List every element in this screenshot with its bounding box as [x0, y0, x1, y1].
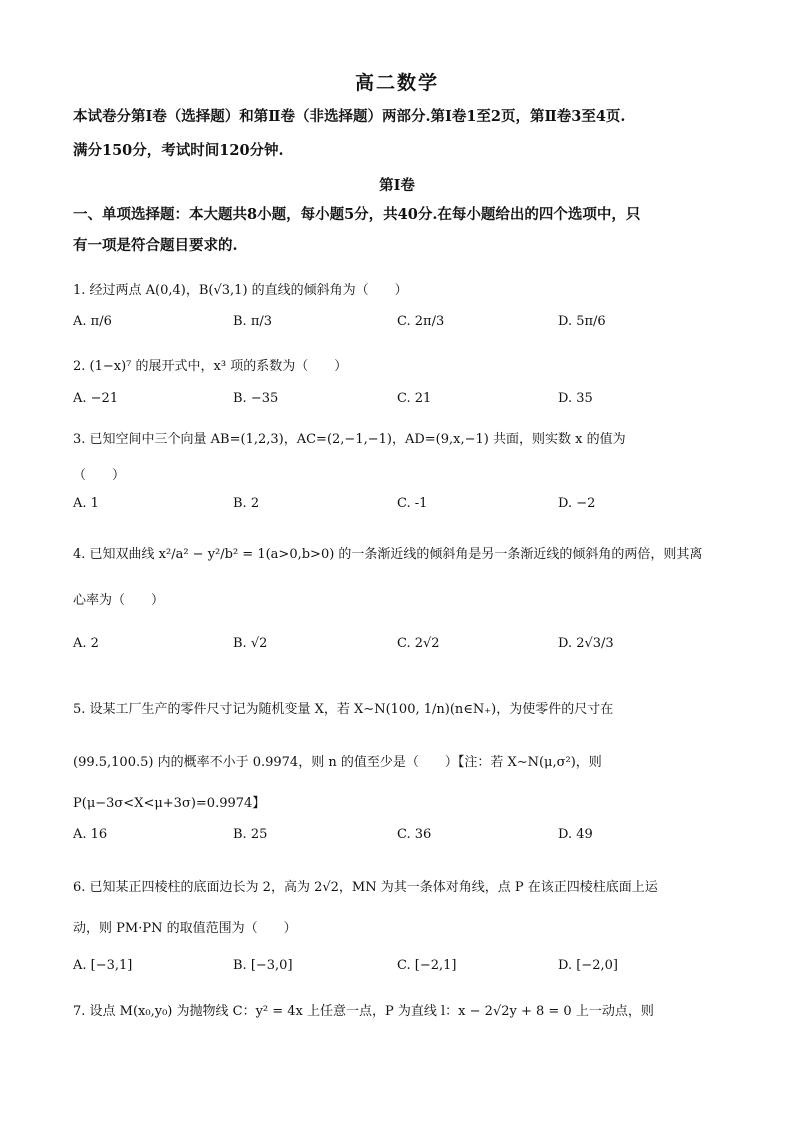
question-7: 7. 设点 M(x₀,y₀) 为抛物线 C：y² = 4x 上任意一点，P 为直线 l：x − 2√2y + 8 = 0 上一动点，则	[73, 1004, 654, 1019]
q4-option-b: B. √2	[233, 636, 268, 651]
question-4-line-2: 心率为（ ）	[73, 593, 165, 608]
q6-option-a: A. [−3,1]	[73, 958, 133, 973]
question-5: 5. 设某工厂生产的零件尺寸记为随机变量 X，若 X∼N(100, 1/n)(n∈N₊)，为使零件的尺寸在	[73, 702, 614, 717]
section-heading-line-1: 一、单项选择题：本大题共8小题，每小题5分，共40分.在每小题给出的四个选项中，只	[73, 206, 641, 223]
question-5-line-2: (99.5,100.5) 内的概率不小于 0.9974，则 n 的值至少是（ ）【注：若 X∼N(μ,σ²)，则	[73, 755, 602, 770]
q6-option-b: B. [−3,0]	[233, 958, 293, 973]
intro-line-2: 满分150分，考试时间120分钟.	[73, 142, 284, 159]
q2-option-a: A. −21	[73, 391, 119, 406]
q2-option-b: B. −35	[233, 391, 279, 406]
q1-option-a: A. π/6	[73, 314, 112, 329]
q3-option-a: A. 1	[73, 496, 99, 511]
q4-option-c: C. 2√2	[397, 636, 440, 651]
q5-option-a: A. 16	[73, 827, 108, 842]
question-6-line-2: 动，则 PM·PN 的取值范围为（ ）	[73, 921, 297, 936]
q3-option-c: C. -1	[397, 496, 428, 511]
q1-option-c: C. 2π/3	[397, 314, 445, 329]
q3-option-b: B. 2	[233, 496, 260, 511]
question-3-line-2: （ ）	[73, 468, 126, 483]
question-5-line-3: P(μ−3σ<X<μ+3σ)=0.9974】	[73, 796, 266, 811]
q1-option-b: B. π/3	[233, 314, 273, 329]
q3-option-d: D. −2	[558, 496, 596, 511]
q2-option-c: C. 21	[397, 391, 432, 406]
q2-option-d: D. 35	[558, 391, 593, 406]
q4-option-a: A. 2	[73, 636, 99, 651]
q6-option-c: C. [−2,1]	[397, 958, 457, 973]
q1-option-d: D. 5π/6	[558, 314, 606, 329]
q5-option-b: B. 25	[233, 827, 268, 842]
question-4: 4. 已知双曲线 x²/a² − y²/b² = 1(a>0,b>0) 的一条渐近线的倾斜角是另一条渐近线的倾斜角的两倍，则其离	[73, 547, 703, 562]
q5-option-d: D. 49	[558, 827, 593, 842]
question-6: 6. 已知某正四棱柱的底面边长为 2，高为 2√2，MN 为其一条体对角线，点 P 在该正四棱柱底面上运	[73, 880, 658, 895]
intro-line-1: 本试卷分第Ⅰ卷（选择题）和第Ⅱ卷（非选择题）两部分.第Ⅰ卷1至2页，第Ⅱ卷3至4页.	[73, 108, 626, 125]
question-2: 2. (1−x)⁷ 的展开式中，x³ 项的系数为（ ）	[73, 359, 348, 374]
volume-heading: 第Ⅰ卷	[379, 177, 415, 194]
section-heading-line-2: 有一项是符合题目要求的.	[73, 237, 238, 254]
q4-option-d: D. 2√3/3	[558, 636, 614, 651]
q6-option-d: D. [−2,0]	[558, 958, 618, 973]
question-1: 1. 经过两点 A(0,4)，B(√3,1) 的直线的倾斜角为（ ）	[73, 283, 408, 298]
page-title: 高二数学	[354, 72, 439, 94]
question-3: 3. 已知空间中三个向量 AB=(1,2,3)，AC=(2,−1,−1)，AD=(9,x,−1) 共面，则实数 x 的值为	[73, 432, 626, 447]
q5-option-c: C. 36	[397, 827, 432, 842]
